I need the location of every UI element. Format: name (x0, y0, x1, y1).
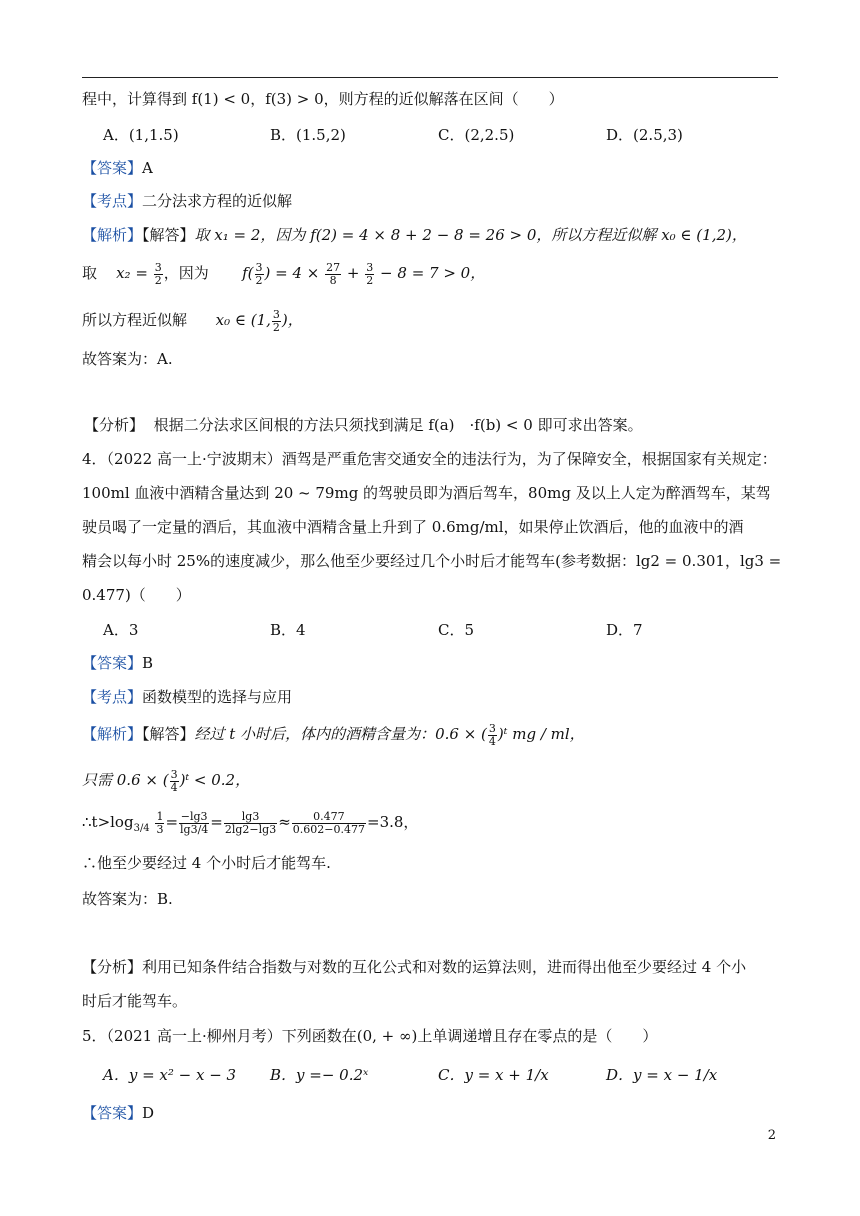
math-text: = (165, 813, 179, 831)
frac-num: 3 (154, 260, 162, 274)
frac-num: 3 (255, 260, 263, 274)
frac-den: lg3/4 (180, 822, 209, 836)
frac-den: 2 (154, 273, 162, 287)
q4-fenxi-line1 (82, 956, 746, 978)
frac-den: 0.602−0.477 (292, 822, 365, 836)
q4-stem-line1: 4．（2022 高一上·宁波期末）酒驾是严重危害交通安全的违法行为，为了保障安全，根据国家有关规定： (82, 450, 777, 468)
frac-num: 3 (366, 260, 374, 274)
frac-num: lg3 (224, 811, 277, 824)
q4-solution-line2 (82, 764, 250, 796)
q4-option-d: D．7 (606, 621, 643, 639)
math-text: =3.8， (367, 813, 419, 831)
frac-num: 27 (326, 260, 341, 274)
q4-fenxi-line2: 时后才能驾车。 (82, 992, 188, 1010)
q4-stem-line3: 驶员喝了一定量的酒后，其血液中酒精含量上升到了 0.6mg/ml，如果停止饮酒后，他的血液中的酒 (82, 518, 744, 536)
text: 取 (82, 264, 98, 282)
fraction (325, 262, 341, 287)
q5-option-d: D．y = x − 1/x (606, 1066, 718, 1084)
q4-option-c: C．5 (438, 621, 475, 639)
q3-topic (82, 190, 292, 212)
q4-stem-line2: 100ml 血液中酒精含量达到 20 ~ 79mg 的驾驶员即为酒后驾车，80mg 及以上人定为醉酒驾车，某驾 (82, 484, 771, 502)
q5-answer (82, 1102, 154, 1124)
fenxi-text: 根据二分法求区间根的方法只须找到满足 f(a) ·f(b) < 0 即可求出答案。 (153, 416, 643, 434)
answer-value: B (142, 654, 154, 672)
fenxi-tag: 【分析】 (82, 958, 143, 976)
math-text: 经过 t 小时后，体内的酒精含量为：0.6 × ( (194, 725, 487, 743)
frac-den: 3 (156, 822, 164, 836)
q3-solution-line2 (82, 258, 485, 288)
solve-tag: 【解答】 (142, 226, 195, 244)
q3-option-b: B．(1.5,2) (270, 126, 346, 144)
q3-fenxi (84, 414, 643, 436)
fraction (179, 811, 209, 836)
math-text: ≈ (278, 813, 291, 831)
fraction (272, 309, 281, 334)
math-text: x₀ ∈ (1, (215, 311, 271, 329)
q4-conclusion: 故答案为：B. (82, 890, 173, 908)
fenxi-tag: 【分析】 (84, 416, 145, 434)
answer-tag: 【答案】 (82, 1104, 143, 1122)
text: ，因为 (163, 264, 209, 282)
text: 所以方程近似解 (82, 311, 188, 329)
math-text: x₂ = (116, 264, 148, 282)
fraction (255, 262, 264, 287)
fraction (155, 811, 164, 836)
q3-solution-line3 (82, 305, 303, 335)
topic-value: 二分法求方程的近似解 (142, 192, 293, 210)
frac-num: −lg3 (180, 809, 208, 823)
answer-value: D (142, 1104, 155, 1122)
math-text: 只需 0.6 × ( (82, 771, 169, 789)
math-text: )ᵗ < 0.2， (179, 771, 251, 789)
fraction (224, 811, 277, 836)
fraction (154, 262, 163, 287)
q4-stem-line4: 精会以每小时 25%的速度减少，那么他至少要经过几个小时后才能驾车(参考数据：lg2 = 0.301，lg3 = (82, 552, 782, 570)
frac-den: 8 (329, 273, 337, 287)
math-text: + (346, 264, 360, 282)
answer-tag: 【答案】 (82, 654, 143, 672)
frac-den: 2 (272, 320, 280, 334)
q3-stem-tail: 程中，计算得到 f(1) < 0，f(3) > 0，则方程的近似解落在区间（ ） (82, 90, 564, 108)
analysis-tag: 【解析】 (82, 725, 143, 743)
q4-answer (82, 652, 153, 674)
topic-value: 函数模型的选择与应用 (142, 688, 293, 706)
q5-option-b: B．y =− 0.2ˣ (270, 1066, 369, 1084)
q4-solution-line3 (82, 806, 418, 845)
math-text: f( (242, 264, 254, 282)
q4-option-b: B．4 (270, 621, 306, 639)
fraction (292, 811, 366, 836)
frac-den: 2 (255, 273, 263, 287)
q3-answer (82, 157, 153, 179)
solve-tag: 【解答】 (142, 725, 195, 743)
math-text: − 8 = 7 > 0， (380, 264, 486, 282)
topic-tag: 【考点】 (82, 688, 143, 706)
frac-num: 3 (488, 721, 496, 735)
page-number: 2 (767, 1128, 776, 1143)
fraction (365, 262, 374, 287)
header-rule (82, 77, 778, 78)
log-base: 3/4 (133, 823, 150, 834)
math-text: ) = 4 × (264, 264, 320, 282)
q4-solution-line1 (82, 718, 585, 750)
frac-num: 3 (272, 307, 280, 321)
fraction (170, 769, 179, 794)
frac-den: 4 (488, 734, 496, 748)
frac-den: 4 (170, 780, 178, 794)
solution-text: 取 x₁ = 2，因为 f(2) = 4 × 8 + 2 − 8 = 26 > 0，所以方程近似解 x₀ ∈ (1,2)， (194, 226, 747, 244)
q4-option-a: A．3 (103, 621, 139, 639)
q3-option-a: A．(1,1.5) (103, 126, 179, 144)
q4-topic (82, 686, 292, 708)
q3-solution-line1 (82, 224, 747, 246)
q4-stem-line5: 0.477)（ ） (82, 586, 191, 604)
q3-option-d: D．(2.5,3) (606, 126, 683, 144)
q5-option-a: A．y = x² − x − 3 (103, 1066, 237, 1084)
q3-conclusion: 故答案为：A. (82, 350, 173, 368)
math-text: = (210, 813, 223, 831)
frac-den: 2 (366, 273, 374, 287)
math-text: )， (281, 311, 303, 329)
topic-tag: 【考点】 (82, 192, 143, 210)
frac-num: 0.477 (292, 811, 366, 824)
q4-solution-line4: ∴他至少要经过 4 个小时后才能驾车. (82, 854, 331, 872)
fenxi-text: 利用已知条件结合指数与对数的互化公式和对数的运算法则，进而得出他至少要经过 4 个小 (142, 958, 747, 976)
q5-option-c: C．y = x + 1/x (438, 1066, 549, 1084)
q5-stem: 5．（2021 高一上·柳州月考）下列函数在(0, + ∞)上单调递增且存在零点的是（ ） (82, 1027, 658, 1045)
answer-tag: 【答案】 (82, 159, 143, 177)
frac-den: 2lg2−lg3 (224, 822, 277, 836)
answer-value: A (142, 159, 153, 177)
fraction (488, 723, 497, 748)
analysis-tag: 【解析】 (82, 226, 143, 244)
frac-num: 1 (156, 809, 164, 823)
q3-option-c: C．(2,2.5) (438, 126, 515, 144)
frac-num: 3 (170, 767, 178, 781)
math-text: )ᵗ mg / ml， (497, 725, 585, 743)
math-text: ∴t>log (82, 813, 134, 831)
